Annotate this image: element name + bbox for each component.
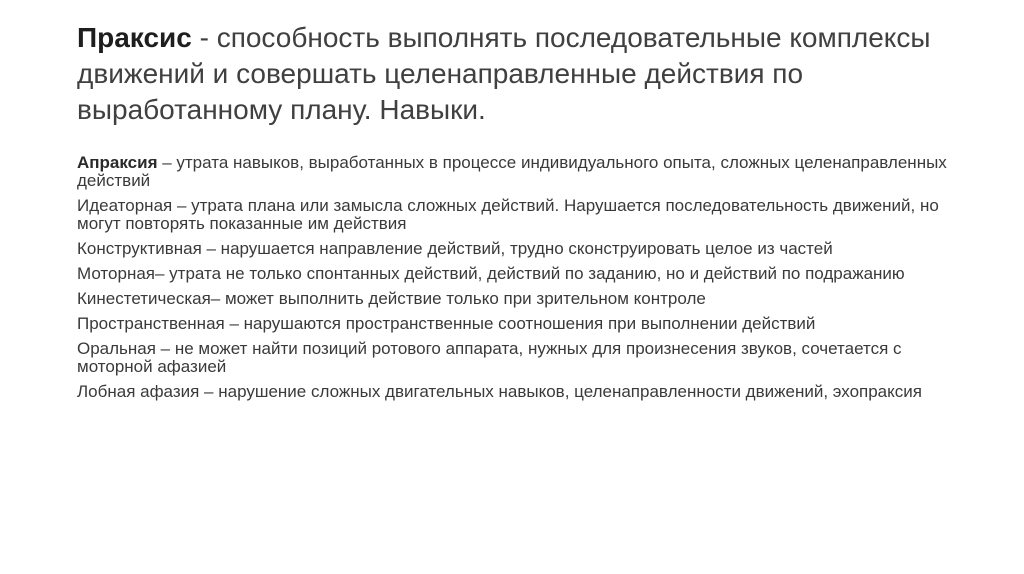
title-definition: - способность выполнять последовательные комплексы движений и совершать целенаправленные действия по выработанному плану. Навыки. [77, 22, 931, 125]
apraxia-definition: – утрата навыков, выработанных в процессе индивидуального опыта, сложных целенаправленных действий [77, 153, 947, 190]
title-term: Праксис [77, 22, 192, 53]
slide-title [77, 20, 977, 128]
list-item-oral: Оральная – не может найти позиций ротового аппарата, нужных для произнесения звуков, сочетается с моторной афазией [77, 339, 902, 376]
list-item-ideational: Идеаторная – утрата плана или замысла сложных действий. Нарушается последовательность движений, но могут повторять показанные им действия [77, 196, 939, 233]
apraxia-term: Апраксия [77, 153, 158, 172]
list-item-motor: Моторная– утрата не только спонтанных действий, действий по заданию, но и действий по подражанию [77, 264, 905, 283]
list-item-constructive: Конструктивная – нарушается направление действий, трудно сконструировать целое из частей [77, 239, 833, 258]
content-list [77, 154, 977, 408]
list-item-spatial: Пространственная – нарушаются пространственные соотношения при выполнении действий [77, 314, 816, 333]
list-item-frontal: Лобная афазия – нарушение сложных двигательных навыков, целенаправленности движений, эхопраксия [77, 382, 922, 401]
list-item-kinesthetic: Кинестетическая– может выполнить действие только при зрительном контроле [77, 289, 706, 308]
list-item-apraxia [77, 154, 977, 190]
